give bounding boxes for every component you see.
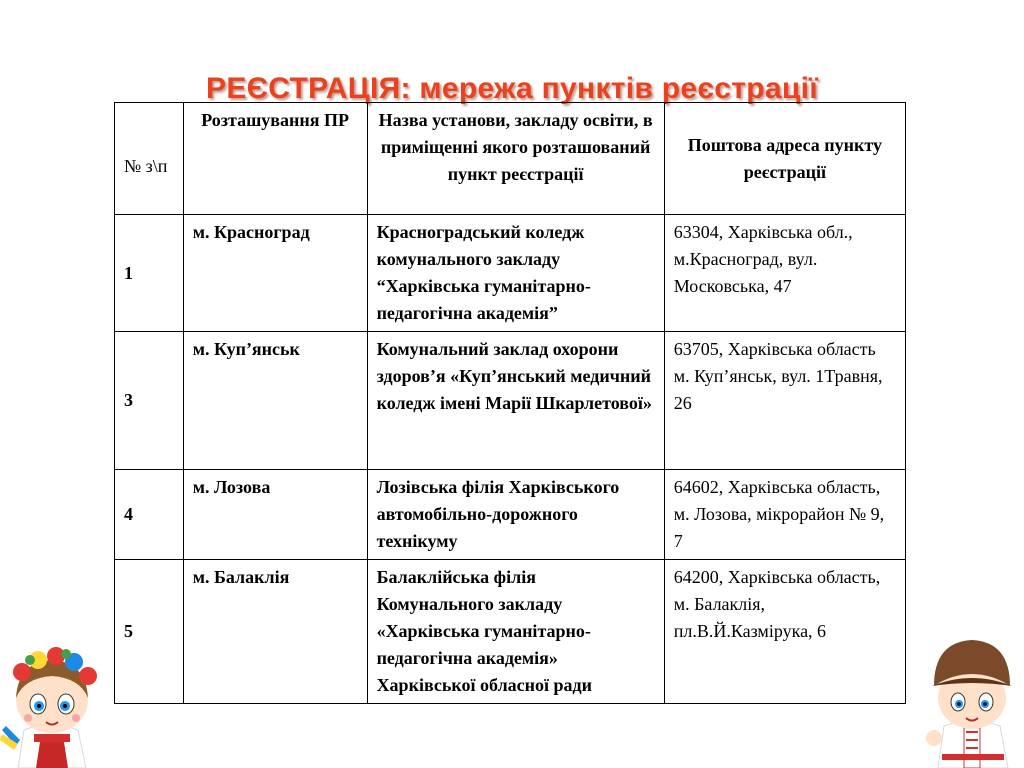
row-location: м. Красноград <box>183 215 367 332</box>
row-location: м. Лозова <box>183 470 367 560</box>
row-address: 64602, Харківська область, м. Лозова, мікрорайон № 9, 7 <box>664 470 905 560</box>
row-num: 3 <box>115 332 184 470</box>
row-num: 4 <box>115 470 184 560</box>
girl-mascot-icon <box>0 630 106 768</box>
header-address: Поштова адреса пункту реєстрації <box>664 103 905 215</box>
row-institution: Красноградський коледж комунального закладу “Харківська гуманітарно-педагогічна академія” <box>367 215 664 332</box>
slide-title: РЕЄСТРАЦІЯ: мережа пунктів реєстрації <box>206 72 818 105</box>
row-location: м. Балаклія <box>183 560 367 704</box>
row-institution: Лозівська філія Харківського автомобільно-дорожного технікуму <box>367 470 664 560</box>
row-num: 5 <box>115 560 184 704</box>
table-header-row <box>115 103 906 215</box>
header-location: Розташування ПР <box>183 103 367 215</box>
table-row <box>115 470 906 560</box>
row-address: 64200, Харківська область, м. Балаклія, пл.В.Й.Казмірука, 6 <box>664 560 905 704</box>
table-row <box>115 560 906 704</box>
row-location: м. Куп’янськ <box>183 332 367 470</box>
header-institution: Назва установи, закладу освіти, в приміщенні якого розташований пункт реєстрації <box>367 103 664 215</box>
header-num: № з\п <box>115 103 184 215</box>
row-address: 63705, Харківська область м. Куп’янськ, вул. 1Травня, 26 <box>664 332 905 470</box>
table-row <box>115 332 906 470</box>
row-num: 1 <box>115 215 184 332</box>
boy-mascot-icon <box>920 622 1024 768</box>
row-institution: Балаклійська філія Комунального закладу «Харківська гуманітарно-педагогічна академія» Харківської обласної ради <box>367 560 664 704</box>
registration-points-table <box>114 102 906 704</box>
row-address: 63304, Харківська обл., м.Красноград, вул. Московська, 47 <box>664 215 905 332</box>
row-institution: Комунальний заклад охорони здоров’я «Куп’янський медичний коледж імені Марії Шкарлетової» <box>367 332 664 470</box>
table-row <box>115 215 906 332</box>
